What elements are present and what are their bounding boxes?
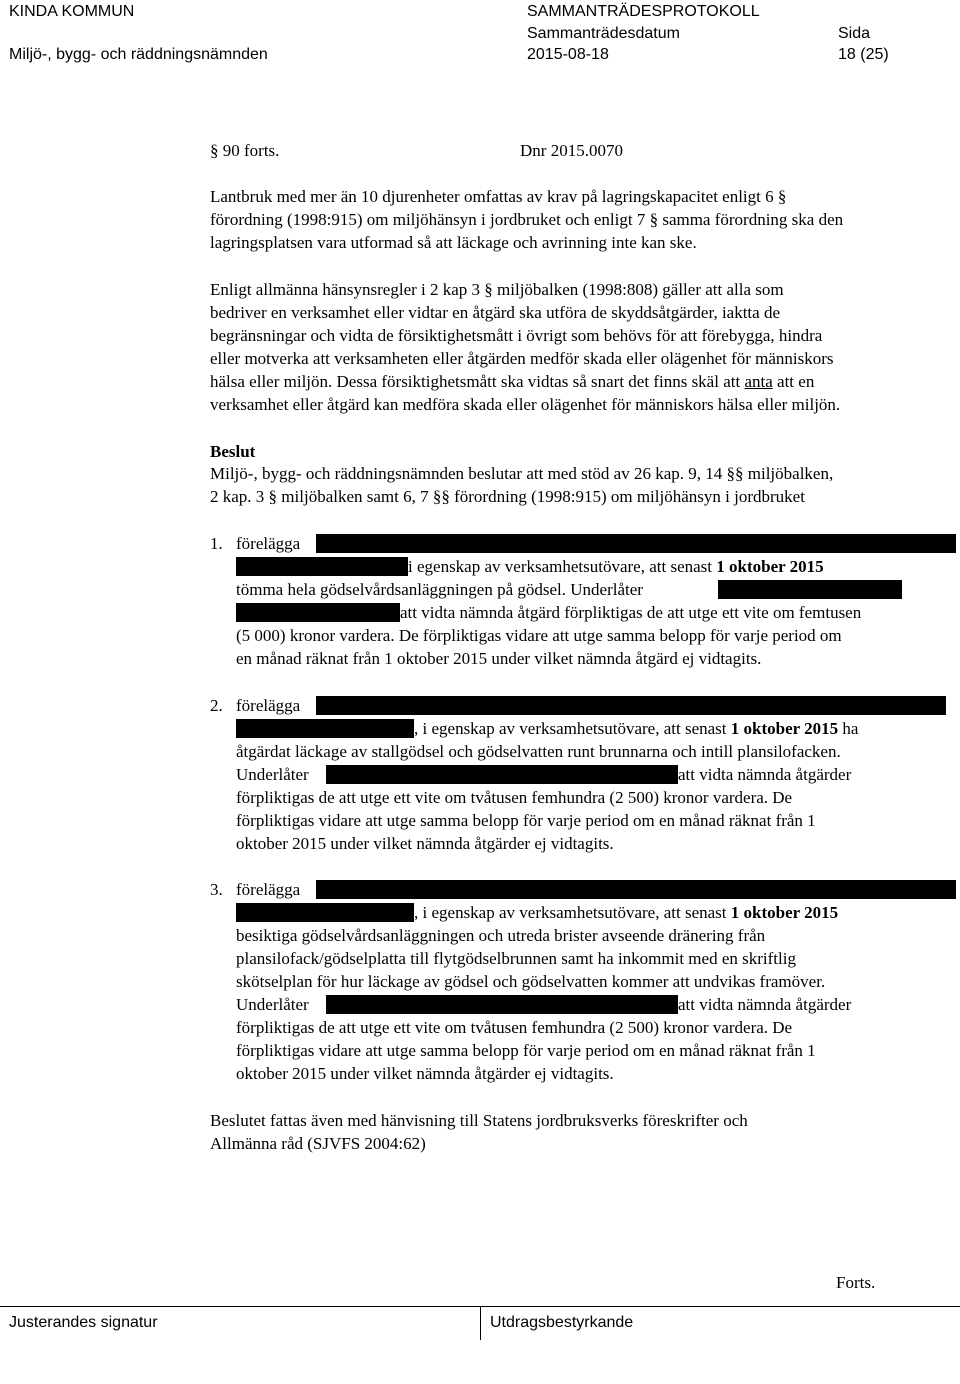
paragraph-text: hälsa eller miljön. Dessa försiktighetsmått ska vidtas så snart det finns skäl att [210,372,745,391]
item-text: i egenskap av verksamhetsutövare, att senast [408,557,717,576]
item-verb: förelägga [236,880,301,899]
paragraph-line [210,370,814,393]
item-line: förpliktigas vidare att utge samma belopp för varje period om en månad räknat från 1 [236,811,816,830]
footer-separator [480,1306,481,1340]
closing-line: Allmänna råd (SJVFS 2004:62) [210,1134,426,1153]
continued-label: Forts. [836,1273,876,1292]
date-label: Sammanträdesdatum [527,25,680,42]
paragraph-line: förordning (1998:915) om miljöhänsyn i jordbruket och enligt 7 § samma förordning ska den [210,210,844,229]
redaction-bar [236,557,408,576]
item-number: 2. [210,696,223,715]
item-deadline: 1 oktober 2015 [730,903,839,922]
paragraph-line: Lantbruk med mer än 10 djurenheter omfattas av krav på lagringskapacitet enligt 6 § [210,187,787,206]
redaction-bar [316,696,946,715]
item-line: Underlåter [236,765,309,784]
item-text: , i egenskap av verksamhetsutövare, att senast [414,719,731,738]
item-line [414,901,838,924]
item-verb: förelägga [236,696,301,715]
decision-line: 2 kap. 3 § miljöbalken samt 6, 7 §§ förordning (1998:915) om miljöhänsyn i jordbruket [210,487,805,506]
signature-label: Justerandes signatur [9,1314,158,1331]
item-line: plansilofack/gödselplatta till flytgödselbrunnen samt ha inkommit med en skriftlig [236,949,796,968]
page-number: 18 (25) [838,46,889,63]
item-line [408,555,824,578]
meeting-date: 2015-08-18 [527,46,609,63]
paragraph-line: eller motverka att verksamheten eller åtgärden medför skada eller olägenhet för människors [210,349,834,368]
closing-line: Beslutet fattas även med hänvisning till Statens jordbruksverks föreskrifter och [210,1111,748,1130]
section-number: § 90 forts. [210,141,280,160]
item-line: att vidta nämnda åtgärder [678,995,852,1014]
redaction-bar [316,880,956,899]
paragraph-line: begränsningar och vidta de försiktighetsmått i övrigt som behövs för att förebygga, hindra [210,326,823,345]
redaction-bar [236,903,414,922]
item-number: 1. [210,534,223,553]
item-line: oktober 2015 under vilket nämnda åtgärder ej vidtagits. [236,834,614,853]
item-line: att vidta nämnda åtgärd förpliktigas de att utge ett vite om femtusen [400,603,862,622]
item-verb: förelägga [236,534,301,553]
underlined-word: anta [744,372,773,391]
document-type: SAMMANTRÄDESPROTOKOLL [527,3,760,20]
redaction-bar [236,719,414,738]
committee-name: Miljö-, bygg- och räddningsnämnden [9,46,268,63]
decision-heading: Beslut [210,442,256,461]
paragraph-line: Enligt allmänna hänsynsregler i 2 kap 3 § miljöbalken (1998:808) gäller att alla som [210,280,784,299]
item-line: tömma hela gödselvårdsanläggningen på gödsel. Underlåter [236,580,643,599]
item-text: , i egenskap av verksamhetsutövare, att senast [414,903,731,922]
item-line: att vidta nämnda åtgärder [678,765,852,784]
extract-verification-label: Utdragsbestyrkande [490,1314,634,1331]
diary-number: Dnr 2015.0070 [520,141,623,160]
page-label: Sida [838,25,871,42]
item-line: förpliktigas vidare att utge samma belopp för varje period om en månad räknat från 1 [236,1041,816,1060]
item-line: (5 000) kronor vardera. De förpliktigas vidare att utge samma belopp för varje period om [236,626,842,645]
redaction-bar [718,580,902,599]
item-line: åtgärdat läckage av stallgödsel och gödselvatten runt brunnarna och intill plansilofacken. [236,742,841,761]
redaction-bar [236,603,400,622]
paragraph-line: verksamhet eller åtgärd kan medföra skada eller olägenhet för människors hälsa eller miljön. [210,395,841,414]
item-text: ha [838,719,859,738]
item-deadline: 1 oktober 2015 [730,719,839,738]
item-line: oktober 2015 under vilket nämnda åtgärder ej vidtagits. [236,1064,614,1083]
paragraph-line: bedriver en verksamhet eller vidtar en åtgärd ska utföra de skyddsåtgärder, iaktta de [210,303,780,322]
item-number: 3. [210,880,223,899]
paragraph-text: att en [772,372,815,391]
item-line: skötselplan för hur läckage av gödsel och gödselvatten kommer att undvikas framöver. [236,972,826,991]
item-line: en månad räknat från 1 oktober 2015 under vilket nämnda åtgärd ej vidtagits. [236,649,762,668]
redaction-bar [326,765,678,784]
redaction-bar [326,995,678,1014]
redaction-bar [316,534,956,553]
paragraph-line: lagringsplatsen vara utformad så att läckage och avrinning inte kan ske. [210,233,697,252]
item-deadline: 1 oktober 2015 [716,557,824,576]
item-line: förpliktigas de att utge ett vite om tvåtusen femhundra (2 500) kronor vardera. De [236,1018,793,1037]
item-line: besiktiga gödselvårdsanläggningen och utreda brister avseende dränering från [236,926,766,945]
decision-line: Miljö-, bygg- och räddningsnämnden beslutar att med stöd av 26 kap. 9, 14 §§ miljöbalken, [210,464,834,483]
org-name: KINDA KOMMUN [9,3,135,20]
item-line: förpliktigas de att utge ett vite om tvåtusen femhundra (2 500) kronor vardera. De [236,788,793,807]
item-line [414,717,858,740]
item-line: Underlåter [236,995,309,1014]
